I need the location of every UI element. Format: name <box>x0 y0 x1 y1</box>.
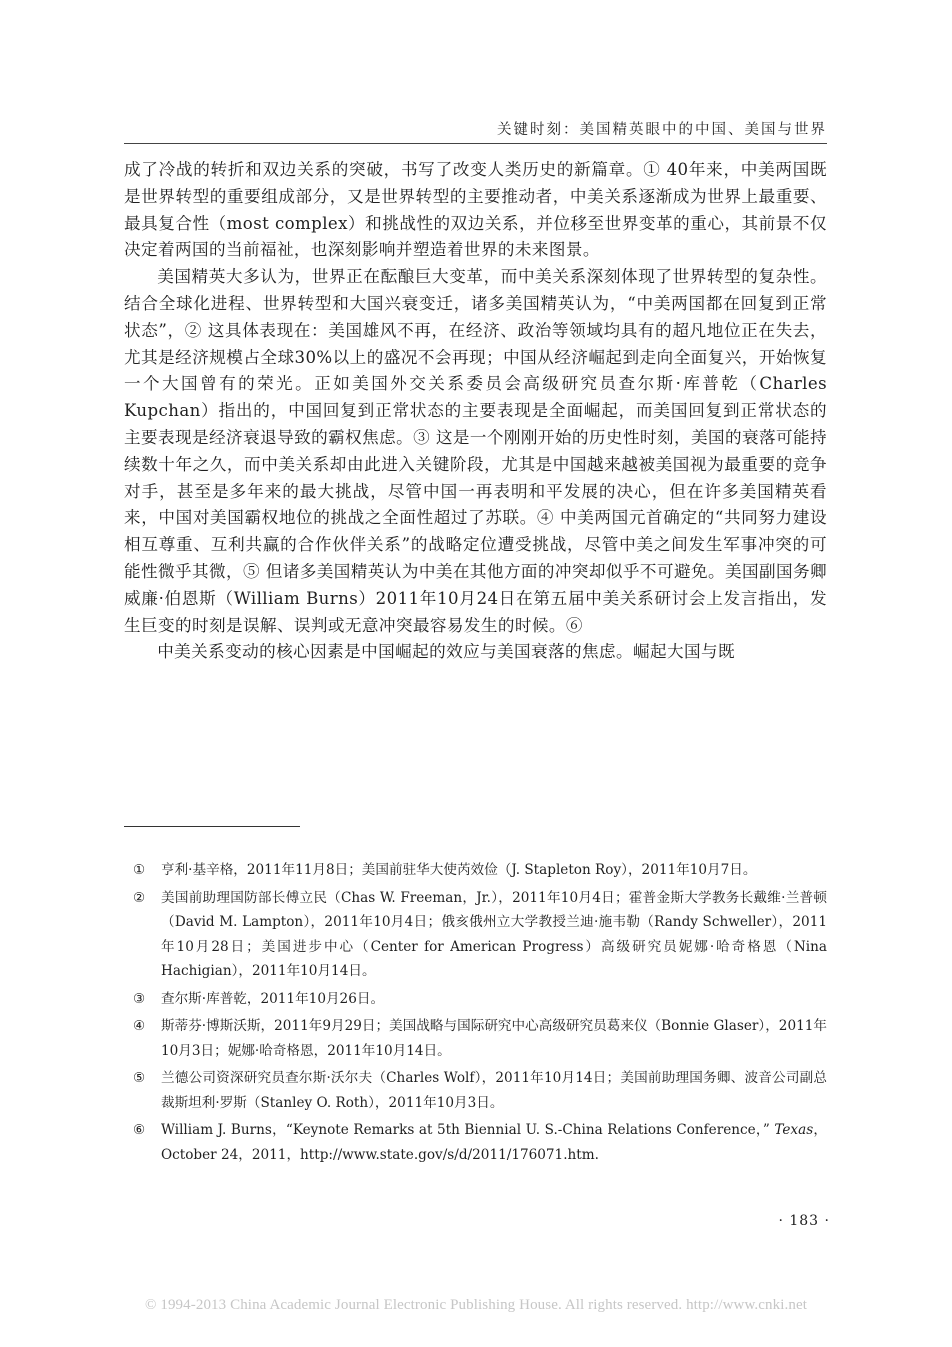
body-text <box>124 157 827 666</box>
paragraph: 成了冷战的转折和双边关系的突破，书写了改变人类历史的新篇章。① 40年来，中美两国既是世界转型的重要组成部分，又是世界转型的主要推动者，中美关系逐渐成为世界上最重要、最具复合性（most complex）和挑战性的双边关系，并位移至世界变革的重心，其前景不仅决定着两国的当前福祉，也深刻影响并塑造着世界的未来图景。 <box>124 160 827 260</box>
footnote-number: ③ <box>133 990 146 1007</box>
running-head-title: 关键时刻：美国精英眼中的中国、美国与世界 <box>497 122 827 138</box>
footnote-citation-italic: Texas <box>774 1122 814 1138</box>
footnote-text <box>161 1118 827 1167</box>
footnote-number: ② <box>133 889 146 906</box>
footnote-number: ⑥ <box>133 1122 146 1138</box>
footnote-rule <box>124 826 300 827</box>
footnote-citation-url: ，October 24，2011，http://www.state.gov/s/d/2011/176071.htm. <box>161 1122 827 1163</box>
footnote-number: ① <box>133 862 146 878</box>
header-rule <box>124 143 827 144</box>
copyright-watermark: © 1994-2013 China Academic Journal Electronic Publishing House. All rights reserved. http://www.cnki.net <box>145 1297 807 1313</box>
footnote-number: ⑤ <box>133 1070 146 1086</box>
footnote-text: 亨利·基辛格，2011年11月8日；美国前驻华大使芮效俭（J. Stapleton Roy），2011年10月7日。 <box>161 862 757 878</box>
footnotes <box>124 858 827 1170</box>
footnote <box>124 1014 827 1063</box>
footnote <box>124 987 827 1012</box>
footnote <box>124 1118 827 1167</box>
footnote-text: 美国前助理国防部长傅立民（Chas W. Freeman，Jr.），2011年10月4日；霍普金斯大学教务长戴维·兰普顿（David M. Lampton），2011年10月4日；俄亥俄州立大学教授兰迪·施韦勒（Randy Schweller），2011年10月28日；美国进步中心（Center for American Progress）高级研究员妮娜·哈奇格恩（Nina Hachigian），2011年10月14日。 <box>161 889 827 979</box>
page-number: · 183 · <box>778 1213 830 1229</box>
footnote <box>124 1066 827 1115</box>
footnote-text: 兰德公司资深研究员查尔斯·沃尔夫（Charles Wolf），2011年10月14日；美国前助理国务卿、波音公司副总裁斯坦利·罗斯（Stanley O. Roth），2011年10月3日。 <box>161 1070 827 1111</box>
paragraph: 中美关系变动的核心因素是中国崛起的效应与美国衰落的焦虑。崛起大国与既 <box>157 642 735 662</box>
footnote <box>124 858 827 883</box>
footnote-text: 斯蒂芬·博斯沃斯，2011年9月29日；美国战略与国际研究中心高级研究员葛来仪（Bonnie Glaser），2011年10月3日；妮娜·哈奇格恩，2011年10月14日。 <box>161 1018 827 1059</box>
footnote-number: ④ <box>133 1018 146 1034</box>
footnote-text: 查尔斯·库普乾，2011年10月26日。 <box>161 990 385 1007</box>
footnote-citation: William J. Burns，“Keynote Remarks at 5th Biennial U. S.-China Relations Conference，” <box>161 1122 775 1138</box>
footnote <box>124 886 827 984</box>
paragraph: 美国精英大多认为，世界正在酝酿巨大变革，而中美关系深刻体现了世界转型的复杂性。结合全球化进程、世界转型和大国兴衰变迁，诸多美国精英认为，“中美两国都在回复到正常状态”，② 这具体表现在：美国雄风不再，在经济、政治等领域均具有的超凡地位正在失去，尤其是经济规模占全球30%以上的盛况不会再现；中国从经济崛起到走向全面复兴，开始恢复一个大国曾有的荣光。正如美国外交关系委员会高级研究员查尔斯·库普乾（Charles Kupchan）指出的，中国回复到正常状态的主要表现是全面崛起，而美国回复到正常状态的主要表现是经济衰退导致的霸权焦虑。③ 这是一个刚刚开始的历史性时刻，美国的衰落可能持续数十年之久，而中美关系却由此进入关键阶段，尤其是中国越来越被美国视为最重要的竞争对手，甚至是多年来的最大挑战，尽管中国一再表明和平发展的决心，但在许多美国精英看来，中国对美国霸权地位的挑战之全面性超过了苏联。④ 中美两国元首确定的“共同努力建设相互尊重、互利共赢的合作伙伴关系”的战略定位遭受挑战，尽管中美之间发生军事冲突的可能性微乎其微，⑤ 但诸多美国精英认为中美在其他方面的冲突却似乎不可避免。美国副国务卿威廉·伯恩斯（William Burns）2011年10月24日在第五届中美关系研讨会上发言指出，发生巨变的时刻是误解、误判或无意冲突最容易发生的时候。⑥ <box>124 267 827 635</box>
